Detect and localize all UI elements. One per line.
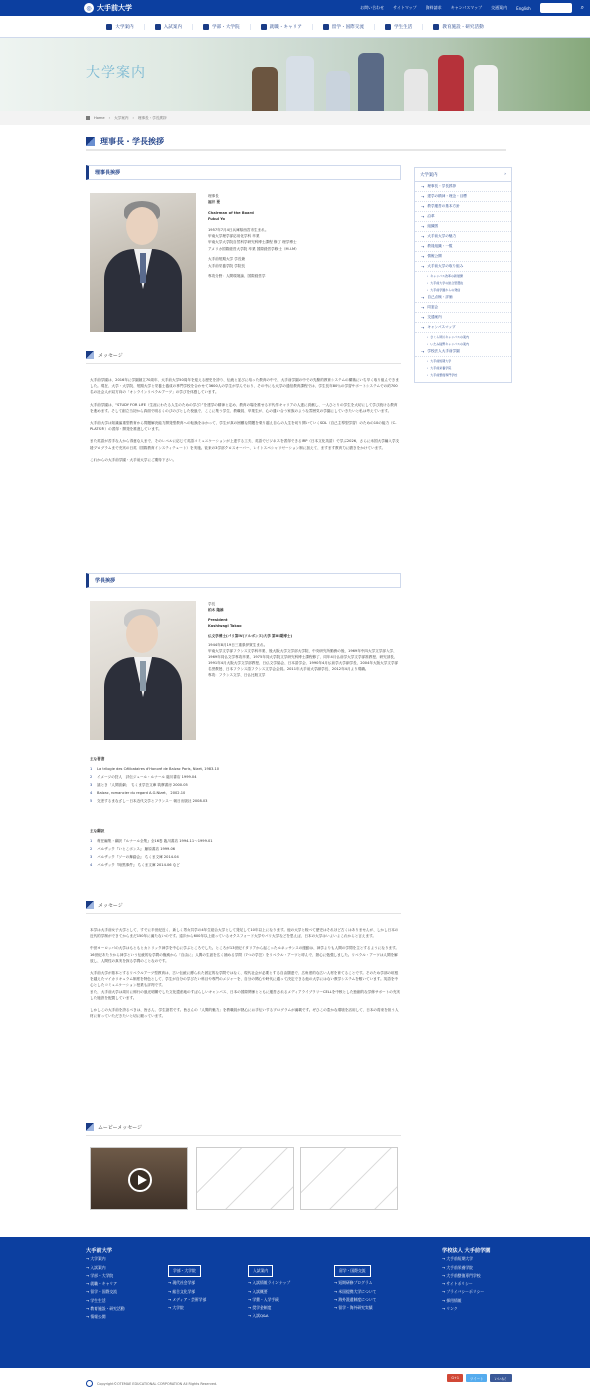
breadcrumb-home[interactable]: Home bbox=[94, 116, 105, 120]
section-heading: 理事長挨拶 bbox=[86, 165, 401, 180]
work-text: Balzac, romancier du regard A.G.Nizet, 2002.10 bbox=[97, 791, 186, 795]
president-photo bbox=[90, 601, 196, 740]
footer-link[interactable]: → サイトポリシー bbox=[442, 1280, 491, 1288]
bio-line: 甲南大学大学院自然科学研究科博士課程 修了 理学博士 bbox=[208, 240, 297, 245]
footer-link[interactable]: → 留学・国際交流 bbox=[86, 1288, 125, 1296]
president-message bbox=[90, 927, 400, 1019]
sidebar-subitem-label: 大手前学園からの発信 bbox=[430, 287, 461, 292]
bio-line: アメリカ国際経営大学院 卒業 国際経営学修士（M.I.M） bbox=[208, 246, 299, 251]
arrow-icon: › bbox=[427, 372, 429, 377]
works-list bbox=[90, 765, 400, 805]
sidebar-item-label: 組織図 bbox=[427, 224, 439, 228]
message-paragraph: しかしこの大手前を誇るべきは、皆さん、学生諸君です。皆さんの「人間的魅力」を教職員が熱心にお手伝いするプログラムが満載です。ぜひこの豊かな環境を活用して、日本の将来を担う人材に育っていただきたいと切に願っています。 bbox=[90, 1008, 399, 1019]
gnav-label: 大学案内 bbox=[115, 24, 134, 30]
bio-line: 大手前短期大学 学長兼 bbox=[208, 257, 246, 262]
message-paragraph: これからの大手前学園・大手前大学にご期待下さい。 bbox=[90, 457, 177, 462]
chairman-message bbox=[90, 377, 400, 463]
translations-list bbox=[90, 837, 400, 869]
footer-col-faculty bbox=[168, 1265, 206, 1312]
footer-heading[interactable]: 入試案内 bbox=[248, 1265, 273, 1277]
works-title: 主な著書 bbox=[90, 757, 105, 761]
arrow-icon: → bbox=[421, 194, 425, 199]
sidebar-item-label: 同窓会 bbox=[427, 305, 439, 309]
footer-heading: 大手前大学 bbox=[86, 1248, 112, 1254]
arrow-icon: → bbox=[421, 295, 425, 300]
home-icon bbox=[86, 116, 90, 120]
bio-line: 大手前栄養学院 学院長 bbox=[208, 263, 246, 268]
list-item: 4 Balzac, romancier du regard A.G.Nizet, 2002.10 bbox=[90, 791, 186, 795]
sidebar-subitem[interactable] bbox=[415, 364, 511, 371]
book-icon bbox=[203, 24, 209, 30]
sidebar-title-text: 大学案内 bbox=[420, 172, 438, 178]
sidebar-item-label: 教学運営の基本方針 bbox=[427, 204, 460, 208]
movie-heading bbox=[86, 1123, 401, 1136]
logo-mark-icon: ◎ bbox=[84, 3, 94, 13]
gnav-label: 就職・キャリア bbox=[269, 24, 302, 30]
footer-link[interactable]: → メディア・芸術学部 bbox=[168, 1296, 206, 1304]
sidebar-subitem-label: キャンパス改革の新展開 bbox=[430, 273, 463, 278]
footer-link[interactable]: → 大学院 bbox=[168, 1304, 206, 1312]
gnav-student-life[interactable] bbox=[375, 24, 423, 30]
gnav-label: 教育施設・研究活動 bbox=[442, 24, 484, 30]
arrow-icon: → bbox=[421, 305, 425, 310]
sidebar-subitem-label: 大手前短期大学 bbox=[430, 358, 452, 363]
bio-line: 1957年7月4日兵庫県西宮市生まれ。 bbox=[208, 227, 269, 232]
footer-col-international bbox=[334, 1265, 376, 1312]
gnav-career[interactable] bbox=[251, 24, 313, 30]
page-title: 理事長・学長挨拶 bbox=[100, 136, 164, 146]
message-paragraph: 大手前学園は、2016年に学園創立70周年、大手前大学50周年を迎える歴史を誇り、伝統と並びに培った教育の中で、大手前学園の中での先駆的教育システムの構築にいち早く取り組んできました。現在、大学・大学院、短期大学と栄養士養成の専門学校を合わせて3600人の学生が学んでおり、その中にも大学の通信教育課程では、学生長年80％の学習サポートシステムでの約700名の社会人が双方向の「オンラインリベラルアーツ」の学びを体感しています。 bbox=[90, 378, 399, 395]
sidebar-subitem[interactable] bbox=[415, 357, 511, 364]
sidebar-item-label: 大手前大学の取り組み bbox=[427, 264, 464, 268]
degree: 仏文学博士(パリ第IV(ソルボンヌ)大学 第III期博士) bbox=[208, 634, 293, 638]
share-buttons bbox=[447, 1374, 512, 1382]
sidebar-subitem[interactable] bbox=[415, 333, 511, 340]
list-item: 1 La trilogie des Célibataires d'Honoré de Balzac Paris, Nizet, 1983.10 bbox=[90, 767, 220, 771]
arrow-icon: › bbox=[427, 287, 429, 292]
role-en: President bbox=[208, 618, 228, 622]
person-icon bbox=[385, 24, 391, 30]
gnav-label: 入試案内 bbox=[163, 24, 183, 30]
footer-link[interactable]: → 大手前栄養学院 bbox=[442, 1264, 491, 1272]
sidebar-subitem-label: さくら夙川キャンパスの案内 bbox=[430, 334, 469, 339]
arrow-icon: → bbox=[421, 234, 425, 239]
arrow-icon: › bbox=[427, 365, 429, 370]
arrow-icon: → bbox=[421, 254, 425, 259]
sidebar-nav bbox=[414, 167, 512, 383]
message-icon bbox=[86, 901, 94, 909]
message-paragraph: また英語が苦手な人から得意な人まで、そのレベルに応じて英語コミュニケーションが上達する工夫、英語でビジネスを習得できるIRP（日本文化英語）で学ぶ2026、さらに米国大学編入学支援プログラムまで充実の日英（国際教育インスティテュート）を実施。徒来の3学部クロスオーバー、レイトスペシャリゼーション制に加えて、ますます教育力に磨きをかけています。 bbox=[90, 439, 400, 450]
sidebar-subitem-label: 大手前栄養学院 bbox=[430, 365, 452, 370]
global-nav bbox=[0, 16, 590, 38]
movie-placeholder bbox=[300, 1147, 398, 1210]
message-paragraph: 中世ヨーロッパの大学はもともとカトリック神学を中心に学ぶところでした。ところが13世紀イタリアから起こったルネッサンスの運動は、神学よりも人間の学問を主とするようになります。16世紀あたりから神学という伝統的な学問の権威から「自由に」人間の生涯を広く捕める学問（7つの学芸）をリベラル・アーツと呼んで、熱心に勉強しました。リベラル・アーツは人間を解放し、人間性の真実を探る学問のことなのです。 bbox=[90, 946, 400, 963]
bio-line: 1944年8月19日三重県伊賀生まれ。 bbox=[208, 643, 268, 647]
sidebar-item-label: 理事長・学長挨拶 bbox=[427, 184, 457, 188]
footer-link[interactable]: → 入試案内 bbox=[86, 1264, 125, 1272]
tweet-button[interactable]: ツイート bbox=[466, 1374, 487, 1382]
gnav-admission[interactable] bbox=[145, 24, 193, 30]
footer-link[interactable]: → 入試情報ラインナップ bbox=[248, 1279, 290, 1287]
student-photo bbox=[474, 65, 498, 111]
sidebar-item[interactable] bbox=[415, 252, 511, 262]
copyright-bar bbox=[0, 1368, 590, 1399]
sidebar-subitem[interactable] bbox=[415, 371, 511, 378]
movie-title: ムービーメッセージ bbox=[98, 1124, 143, 1131]
sidebar-subitem[interactable] bbox=[415, 279, 511, 286]
list-item: 3 バルザック『ソーの舞踏会』 ちくま文庫 2014.04 bbox=[90, 855, 179, 859]
copyright: Copyright©OTEMAE EDUCATIONAL CORPORATION All Rights Reserved. bbox=[97, 1381, 218, 1386]
link-campus-map[interactable]: キャンパスマップ bbox=[450, 5, 483, 10]
arrow-icon: → bbox=[421, 244, 425, 249]
plane-icon bbox=[323, 24, 329, 30]
student-photo bbox=[286, 56, 314, 111]
breadcrumb bbox=[0, 111, 590, 125]
footer-link[interactable]: → 大手前短期大学 bbox=[442, 1255, 491, 1263]
footer-link[interactable]: → 留学・海外研究実績 bbox=[334, 1304, 376, 1312]
movie-icon bbox=[86, 1123, 94, 1131]
arrow-icon: → bbox=[421, 204, 425, 209]
footer-heading[interactable]: 留学・国際交流 bbox=[334, 1265, 371, 1277]
bio-line: 甲南大学理学部応用化学科 卒業 bbox=[208, 234, 260, 239]
gnav-label: 留学・国際交流 bbox=[331, 24, 364, 30]
message-paragraph: 大手前大学は知識偏重型教育から問題解決能力開発型教育への転換をはかって、学生が真の困難な問題を乗り越え自らの人生を切り開いていくSDL（自己主導型学習）のための10の能力（C-PLATS®）の習得・開発を推進しています。 bbox=[90, 421, 397, 432]
footer-link[interactable]: → 総合文化学部 bbox=[168, 1288, 206, 1296]
hero-banner bbox=[0, 38, 590, 111]
link-sitemap[interactable]: サイトマップ bbox=[393, 5, 417, 10]
link-english[interactable]: English bbox=[516, 5, 531, 11]
message-heading-1 bbox=[86, 351, 401, 364]
sidebar-item[interactable] bbox=[415, 222, 511, 232]
search-icon[interactable]: ⌕ bbox=[580, 4, 584, 11]
footer-logo-icon bbox=[86, 1380, 93, 1387]
arrow-icon: → bbox=[421, 349, 425, 354]
footer-link[interactable]: → 情報公開 bbox=[86, 1313, 125, 1321]
arrow-icon: › bbox=[427, 358, 429, 363]
bio-line: 専攻：フランス文学、日仏比較文学 bbox=[208, 673, 266, 677]
footer-col-admission bbox=[248, 1265, 290, 1321]
role: 学長 bbox=[208, 602, 216, 606]
footer-link[interactable]: → 現代社会学部 bbox=[168, 1279, 206, 1287]
google-plus-button[interactable]: G+1 bbox=[447, 1374, 463, 1382]
footer-link[interactable]: → 入試概要 bbox=[248, 1288, 290, 1296]
sidebar-item-label: 学校法人大手前学園 bbox=[427, 349, 460, 353]
list-item: 2 イメージの狩人 評伝ジュール・ルナール 臨川書店 1999.04 bbox=[90, 775, 197, 779]
message-title: メッセージ bbox=[98, 902, 123, 909]
translation-text: バルザック『暗黒事件』 ちくま文庫 2014.06 など bbox=[97, 863, 180, 867]
message-paragraph: 大手前大学が基本とするリベラルアーツ型教育は、古い伝統に縛られた固定的な学問ではなく、現代社会が必要とする自由闊達で、広角度的な広い人材を育てることです。そのため学部の垣根を越えたマイカリキュラム制度を特色として、学生が自分の学びたい科目や専門のメジャーを、自分の関心や時代に通って決定できる他の大学にはない教学システムを敷いています。英語を中心としたコミュニケーション授業も評判です。 bbox=[90, 971, 399, 988]
list-item: 1 責任編集・翻訳『ルナール全集』全16巻 臨川書店 1994.11～1999.01 bbox=[90, 839, 213, 843]
work-text: イメージの狩人 評伝ジュール・ルナール 臨川書店 1999.04 bbox=[97, 775, 197, 779]
sidebar-subitem[interactable] bbox=[415, 272, 511, 279]
gnav-facilities[interactable] bbox=[423, 24, 493, 30]
footer-link[interactable]: → 就職・キャリア bbox=[86, 1280, 125, 1288]
sidebar-item[interactable] bbox=[415, 232, 511, 242]
sidebar-item[interactable] bbox=[415, 293, 511, 303]
section-heading: 学長挨拶 bbox=[86, 573, 401, 588]
sidebar-item-label: 大手前大学の魅力 bbox=[427, 234, 457, 238]
movie-thumbnail[interactable] bbox=[90, 1147, 188, 1210]
message-title: メッセージ bbox=[98, 352, 123, 359]
gnav-international[interactable] bbox=[313, 24, 375, 30]
footer-heading[interactable]: 学部・大学院 bbox=[168, 1265, 201, 1277]
library-icon bbox=[433, 24, 439, 30]
arrow-icon: → bbox=[421, 214, 425, 219]
footer-link[interactable]: → プライバシーポリシー bbox=[442, 1288, 491, 1296]
sidebar-item-label: 情報公開 bbox=[427, 254, 442, 258]
list-item: 2 バルザック『いとこポンス』 藤原書店 1999.06 bbox=[90, 847, 176, 851]
president-profile bbox=[208, 601, 400, 678]
gnav-about[interactable] bbox=[96, 24, 144, 30]
sidebar-item-label: 交通案内 bbox=[427, 315, 442, 319]
sidebar-item[interactable] bbox=[415, 262, 511, 272]
chairman-photo bbox=[90, 193, 196, 332]
arrow-icon: › bbox=[427, 341, 429, 346]
hero-title: 大学案内 bbox=[86, 65, 146, 81]
footer-link[interactable]: → 米国提携大学について bbox=[334, 1288, 376, 1296]
site-logo[interactable] bbox=[84, 3, 132, 13]
link-access[interactable]: 交通案内 bbox=[491, 5, 508, 10]
breadcrumb-separator: › bbox=[108, 116, 111, 120]
arrow-icon: › bbox=[427, 273, 429, 278]
sidebar-item[interactable] bbox=[415, 303, 511, 313]
name: 柏木 隆雄 bbox=[208, 608, 224, 612]
message-paragraph: 大手前学園は、“STUDY FOR LIFE（生涯にわたる人生のための学び）”を建学の精神と定め、教育の場を推せる平代作キャリアの人達に貢献し、一人ひとりの学生を大切にして学び続ける教育を進めます。そして創立当初から真面で明るくのびのびとした校風で、ここに集う学生、教職員、卒業生が、心の通い合う家族のような雰囲気の学園にしていきたいと私は考えています。 bbox=[90, 402, 398, 413]
top-bar bbox=[0, 0, 590, 16]
flag-icon bbox=[86, 137, 95, 146]
sidebar-item-label: 沿革 bbox=[427, 214, 435, 218]
message-paragraph: また、大手前大学は周川に帰行の風光明媚でした文化遺産地のすばらしいキャンパス、日本の国際関係とともに運営されるメディアライブラリーCELLを中核とした独創的な学修サポートの充実した施設を配置しています。 bbox=[90, 989, 401, 1000]
sidebar-subitem-label: 大手前整復専門学校 bbox=[430, 372, 458, 377]
list-item: 3 謎とき「人間喜劇」 ちくま学芸文庫 筑摩書房 2000.05 bbox=[90, 783, 188, 787]
student-photo bbox=[358, 53, 384, 111]
role-en: Chairman of the Board bbox=[208, 210, 254, 215]
footer-link[interactable]: → 学部・大学院 bbox=[86, 1272, 125, 1280]
footer-col-corporation bbox=[442, 1247, 491, 1313]
chevron-right-icon: › bbox=[504, 172, 506, 177]
building-icon bbox=[106, 24, 112, 30]
main-content bbox=[86, 133, 506, 1131]
request-button[interactable]: 資料を請求 bbox=[540, 3, 572, 13]
work-text: 交差するまなざし－日本近代文学とフランス－ 朝日出版社 2008.03 bbox=[97, 799, 208, 803]
sidebar-item[interactable] bbox=[415, 202, 511, 212]
link-request[interactable]: 資料請求 bbox=[425, 5, 442, 10]
briefcase-icon bbox=[261, 24, 267, 30]
translation-text: バルザック『ソーの舞踏会』 ちくま文庫 2014.04 bbox=[97, 855, 179, 859]
footer-link[interactable]: → 学費・入学手続 bbox=[248, 1296, 290, 1304]
play-icon[interactable] bbox=[128, 1168, 152, 1192]
link-contact[interactable]: お問い合わせ bbox=[360, 5, 385, 10]
sidebar-item[interactable] bbox=[415, 242, 511, 252]
arrow-icon: → bbox=[421, 325, 425, 330]
sidebar-item-label: 自己点検・評価 bbox=[427, 295, 453, 299]
translation-text: バルザック『いとこポンス』 藤原書店 1999.06 bbox=[97, 847, 176, 851]
arrow-icon: → bbox=[421, 264, 425, 269]
footer-link[interactable]: → 教育施設・研究活動 bbox=[86, 1305, 125, 1313]
pencil-icon bbox=[155, 24, 161, 30]
role: 理事長 bbox=[208, 194, 219, 198]
footer-col-university bbox=[86, 1247, 125, 1322]
work-text: La trilogie des Célibataires d'Honoré de Balzac Paris, Nizet, 1983.10 bbox=[97, 767, 220, 771]
sidebar-item[interactable] bbox=[415, 313, 511, 323]
list-item: 4 バルザック『暗黒事件』 ちくま文庫 2014.06 など bbox=[90, 863, 180, 867]
arrow-icon: › bbox=[427, 334, 429, 339]
sidebar-item-label: キャンパスマップ bbox=[427, 325, 456, 329]
name-en: Fukui Yo bbox=[208, 217, 226, 222]
footer-link[interactable]: → 大手前整復専門学校 bbox=[442, 1272, 491, 1280]
sidebar-subitem[interactable] bbox=[415, 286, 511, 293]
movie-placeholder bbox=[196, 1147, 294, 1210]
student-photo bbox=[438, 55, 464, 111]
sidebar-item[interactable] bbox=[415, 192, 511, 202]
list-item: 5 交差するまなざし－日本近代文学とフランス－ 朝日出版社 2008.03 bbox=[90, 799, 208, 803]
chairman-profile bbox=[208, 193, 398, 279]
sidebar-item-label: 教員組織・一覧 bbox=[427, 244, 453, 248]
gnav-label: 学部・大学院 bbox=[212, 24, 240, 30]
sidebar-item[interactable] bbox=[415, 323, 511, 333]
footer-link[interactable]: → 奨学金制度 bbox=[248, 1304, 290, 1312]
sidebar-item[interactable] bbox=[415, 347, 511, 357]
facebook-like-button[interactable]: いいね！ bbox=[490, 1374, 512, 1382]
sidebar-subitem-label: いたみ稲野キャンパスの案内 bbox=[430, 341, 469, 346]
footer-link[interactable]: → 採用情報 bbox=[442, 1297, 491, 1305]
name: 福井 要 bbox=[208, 200, 221, 205]
footer-link[interactable]: → リンク bbox=[442, 1305, 491, 1313]
sidebar-subitem-label: 大手前大学の総合型選抜 bbox=[430, 280, 464, 285]
message-icon bbox=[86, 351, 94, 359]
bio-line: 甲南大学文学部フランス文学科卒業、後大阪大学文学部大学院、中央研究所勤務の後、1969年中四大学文学部入学、1969年同仏文学専攻卒業、1975年同大学院文学研究科博士課程修了、同年4月仏前学大学文学部准教授、研究部長、1991年4月大阪大学文学部教授、日仏文学協会、日本語学会、1990年4月仏前学大学副学長、2004年大阪大学文学部名誉教授、日本フランス語フランス文学会会員。2011年大手前大学副学長、2012年4月より現職。 bbox=[208, 649, 399, 671]
translations-title: 主な翻訳 bbox=[90, 829, 105, 833]
sidebar-item[interactable] bbox=[415, 212, 511, 222]
student-photo bbox=[252, 67, 278, 111]
message-heading-2 bbox=[86, 901, 401, 914]
breadcrumb-separator: › bbox=[132, 116, 134, 120]
work-text: 謎とき「人間喜劇」 ちくま学芸文庫 筑摩書房 2000.05 bbox=[97, 783, 188, 787]
footer-link[interactable]: → 学生生活 bbox=[86, 1297, 125, 1305]
footer-link[interactable]: → 短期研修プログラム bbox=[334, 1279, 376, 1287]
gnav-label: 学生生活 bbox=[393, 24, 413, 30]
sidebar-item-label: 建学の精神・理念・目標 bbox=[427, 194, 467, 198]
student-photo bbox=[326, 71, 350, 111]
footer-heading: 学校法人 大手前学園 bbox=[442, 1248, 491, 1254]
page-heading bbox=[86, 133, 506, 151]
arrow-icon: → bbox=[421, 184, 425, 189]
footer-link[interactable]: → 大学案内 bbox=[86, 1255, 125, 1263]
name-en: Kashiwagi Takao bbox=[208, 624, 242, 628]
message-paragraph: 本学は大手前女子大学として、すでに半世紀近く、新しく男女共学の4年生総合大学として発足して10年以上になります。他の大学と較べて歴史はそれほど古くはありませんが、しかし日本の近代的学制ができてからまだ150年に満たないのです。遠歩から600年以上経っているオクスフォード大学やパリ大学などを思えば、日本の大学はいよいよこれからと言えます。 bbox=[90, 928, 399, 939]
arrow-icon: › bbox=[427, 280, 429, 285]
bio-line: 専攻分野：人間環境論、国際経営学 bbox=[208, 274, 266, 279]
arrow-icon: → bbox=[421, 224, 425, 229]
site-footer bbox=[0, 1237, 590, 1368]
chairman-section bbox=[86, 165, 401, 180]
breadcrumb-about[interactable]: 大学案内 bbox=[114, 115, 129, 120]
logo-text: 大手前大学 bbox=[97, 4, 132, 12]
footer-link[interactable]: → 海外派遣制度について bbox=[334, 1296, 376, 1304]
utility-links bbox=[360, 3, 584, 13]
gnav-faculty[interactable] bbox=[193, 24, 251, 30]
breadcrumb-current: 理事長・学長挨拶 bbox=[137, 115, 167, 120]
sidebar-title[interactable] bbox=[415, 168, 511, 182]
sidebar-item[interactable] bbox=[415, 182, 511, 192]
translation-text: 責任編集・翻訳『ルナール全集』全16巻 臨川書店 1994.11～1999.01 bbox=[97, 839, 213, 843]
sidebar-subitem[interactable] bbox=[415, 340, 511, 347]
student-photo bbox=[404, 69, 428, 111]
arrow-icon: → bbox=[421, 315, 425, 320]
president-section bbox=[86, 573, 401, 588]
footer-link[interactable]: → 入試Q&A bbox=[248, 1312, 290, 1320]
